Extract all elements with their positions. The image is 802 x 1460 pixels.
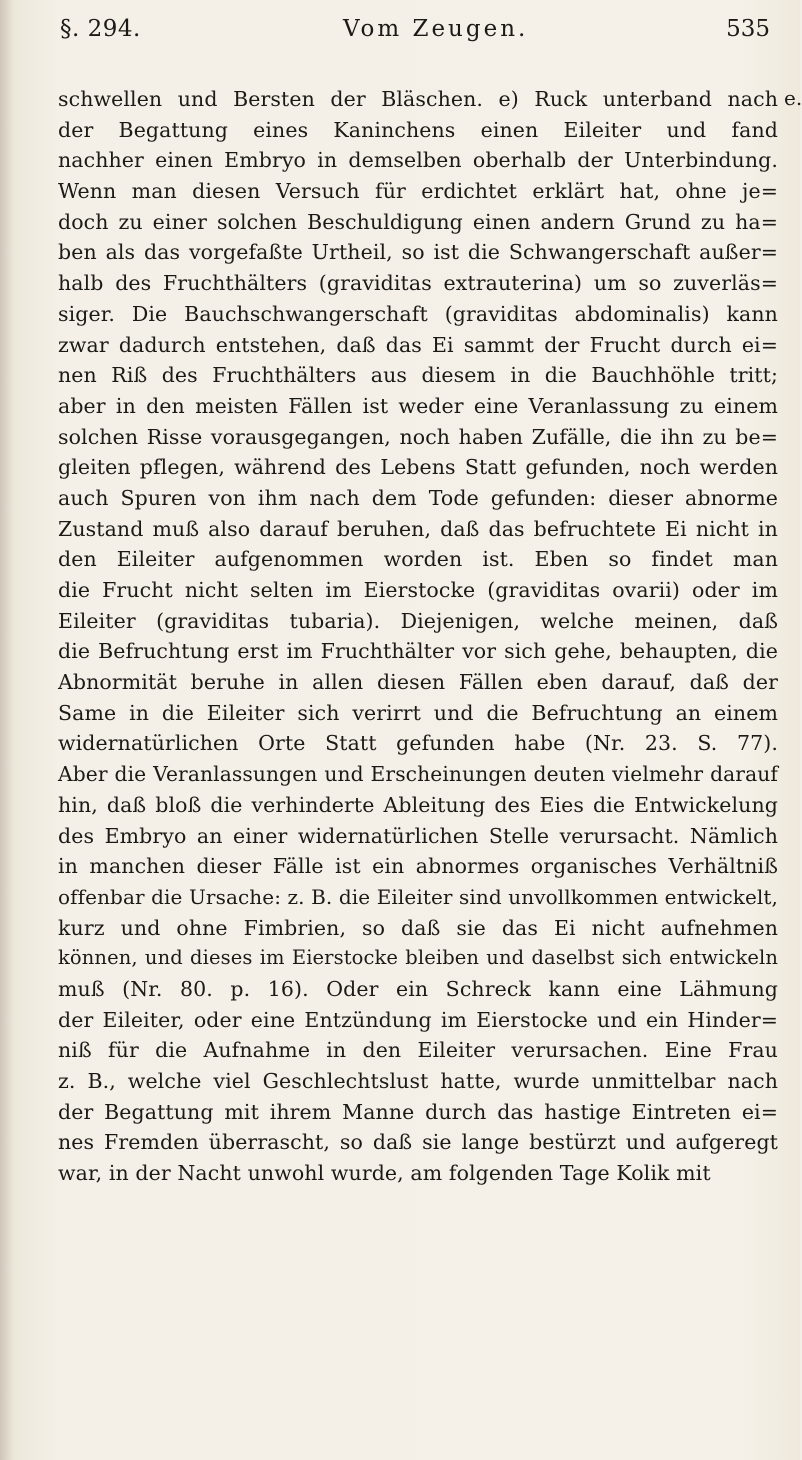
text-line: der Eileiter, oder eine Entzündung im Eierstocke und ein Hinder=: [58, 1007, 778, 1032]
text-line: des Embryo an einer widernatürlichen Stelle verursacht. Nämlich: [58, 823, 778, 848]
text-line: schwellen und Bersten der Bläschen. e) Ruck unterband nach: [58, 87, 778, 111]
text-line: aber in den meisten Fällen ist weder eine Veranlassung zu einem: [58, 393, 778, 418]
text-line: der Begattung eines Kaninchens einen Eileiter und fand: [58, 117, 778, 142]
text-line: widernatürlichen Orte Statt gefunden habe (Nr. 23. S. 77).: [58, 731, 778, 756]
text-line: auch Spuren von ihm nach dem Tode gefunden: dieser abnorme: [58, 485, 778, 510]
text-line: war, in der Nacht unwohl wurde, am folgenden Tage Kolik mit: [58, 1161, 711, 1186]
text-line: die Befruchtung erst im Fruchthälter vor sich gehe, behaupten, die: [58, 639, 778, 664]
text-line: in manchen dieser Fälle ist ein abnormes organisches Verhältniß: [58, 854, 778, 879]
text-line: Zustand muß also darauf beruhen, daß das befruchtete Ei nicht in: [58, 516, 778, 541]
text-line: hin, daß bloß die verhinderte Ableitung des Eies die Entwickelung: [58, 792, 778, 817]
text-line: den Eileiter aufgenommen worden ist. Eben so findet man: [58, 547, 778, 572]
text-line: Aber die Veranlassungen und Erscheinungen deuten vielmehr darauf: [58, 762, 778, 787]
text-line: gleiten pflegen, während des Lebens Statt gefunden, noch werden: [58, 455, 778, 480]
running-header: [60, 16, 770, 56]
body-text: [58, 84, 778, 1189]
text-line: halb des Fruchthälters (graviditas extrauterina) um so zuverläs=: [58, 271, 778, 296]
text-line: Eileiter (graviditas tubaria). Diejenigen, welche meinen, daß: [58, 608, 778, 633]
text-line: muß (Nr. 80. p. 16). Oder ein Schreck kann eine Lähmung: [58, 976, 778, 1001]
section-number: §. 294.: [60, 16, 141, 42]
text-line: siger. Die Bauchschwangerschaft (graviditas abdominalis) kann: [58, 301, 778, 326]
page-number: 535: [726, 16, 770, 42]
running-title: Vom Zeugen.: [343, 16, 529, 42]
text-line: ben als das vorgefaßte Urtheil, so ist die Schwangerschaft außer=: [58, 240, 778, 265]
text-line: doch zu einer solchen Beschuldigung einen andern Grund zu ha=: [58, 209, 778, 234]
text-line: kurz und ohne Fimbrien, so daß sie das Ei nicht aufnehmen: [58, 915, 778, 940]
text-line: der Begattung mit ihrem Manne durch das hastige Eintreten ei=: [58, 1099, 778, 1124]
text-line: zwar dadurch entstehen, daß das Ei sammt der Frucht durch ei=: [58, 332, 778, 357]
text-line: z. B., welche viel Geschlechtslust hatte, wurde unmittelbar nach: [58, 1069, 778, 1093]
margin-note: e.: [784, 86, 802, 110]
text-line: Abnormität beruhe in allen diesen Fällen eben darauf, daß der: [58, 670, 778, 695]
text-line: Same in die Eileiter sich verirrt und die Befruchtung an einem: [58, 700, 778, 725]
text-line: niß für die Aufnahme in den Eileiter verursachen. Eine Frau: [58, 1038, 778, 1063]
text-line: offenbar die Ursache: z. B. die Eileiter sind unvollkommen entwickelt,: [58, 884, 778, 909]
text-line: nes Fremden überrascht, so daß sie lange bestürzt und aufgeregt: [58, 1130, 778, 1155]
text-line: solchen Risse vorausgegangen, noch haben Zufälle, die ihn zu be=: [58, 424, 778, 449]
text-line: können, und dieses im Eierstocke bleiben und daselbst sich entwickeln: [58, 946, 778, 970]
text-line: Wenn man diesen Versuch für erdichtet erklärt hat, ohne je=: [58, 179, 778, 204]
text-line: nen Riß des Fruchthälters aus diesem in die Bauchhöhle tritt;: [58, 363, 778, 388]
text-line: die Frucht nicht selten im Eierstocke (graviditas ovarii) oder im: [58, 578, 778, 602]
page-edge-shadow: [0, 0, 14, 1460]
text-line: nachher einen Embryo in demselben oberhalb der Unterbindung.: [58, 148, 778, 173]
